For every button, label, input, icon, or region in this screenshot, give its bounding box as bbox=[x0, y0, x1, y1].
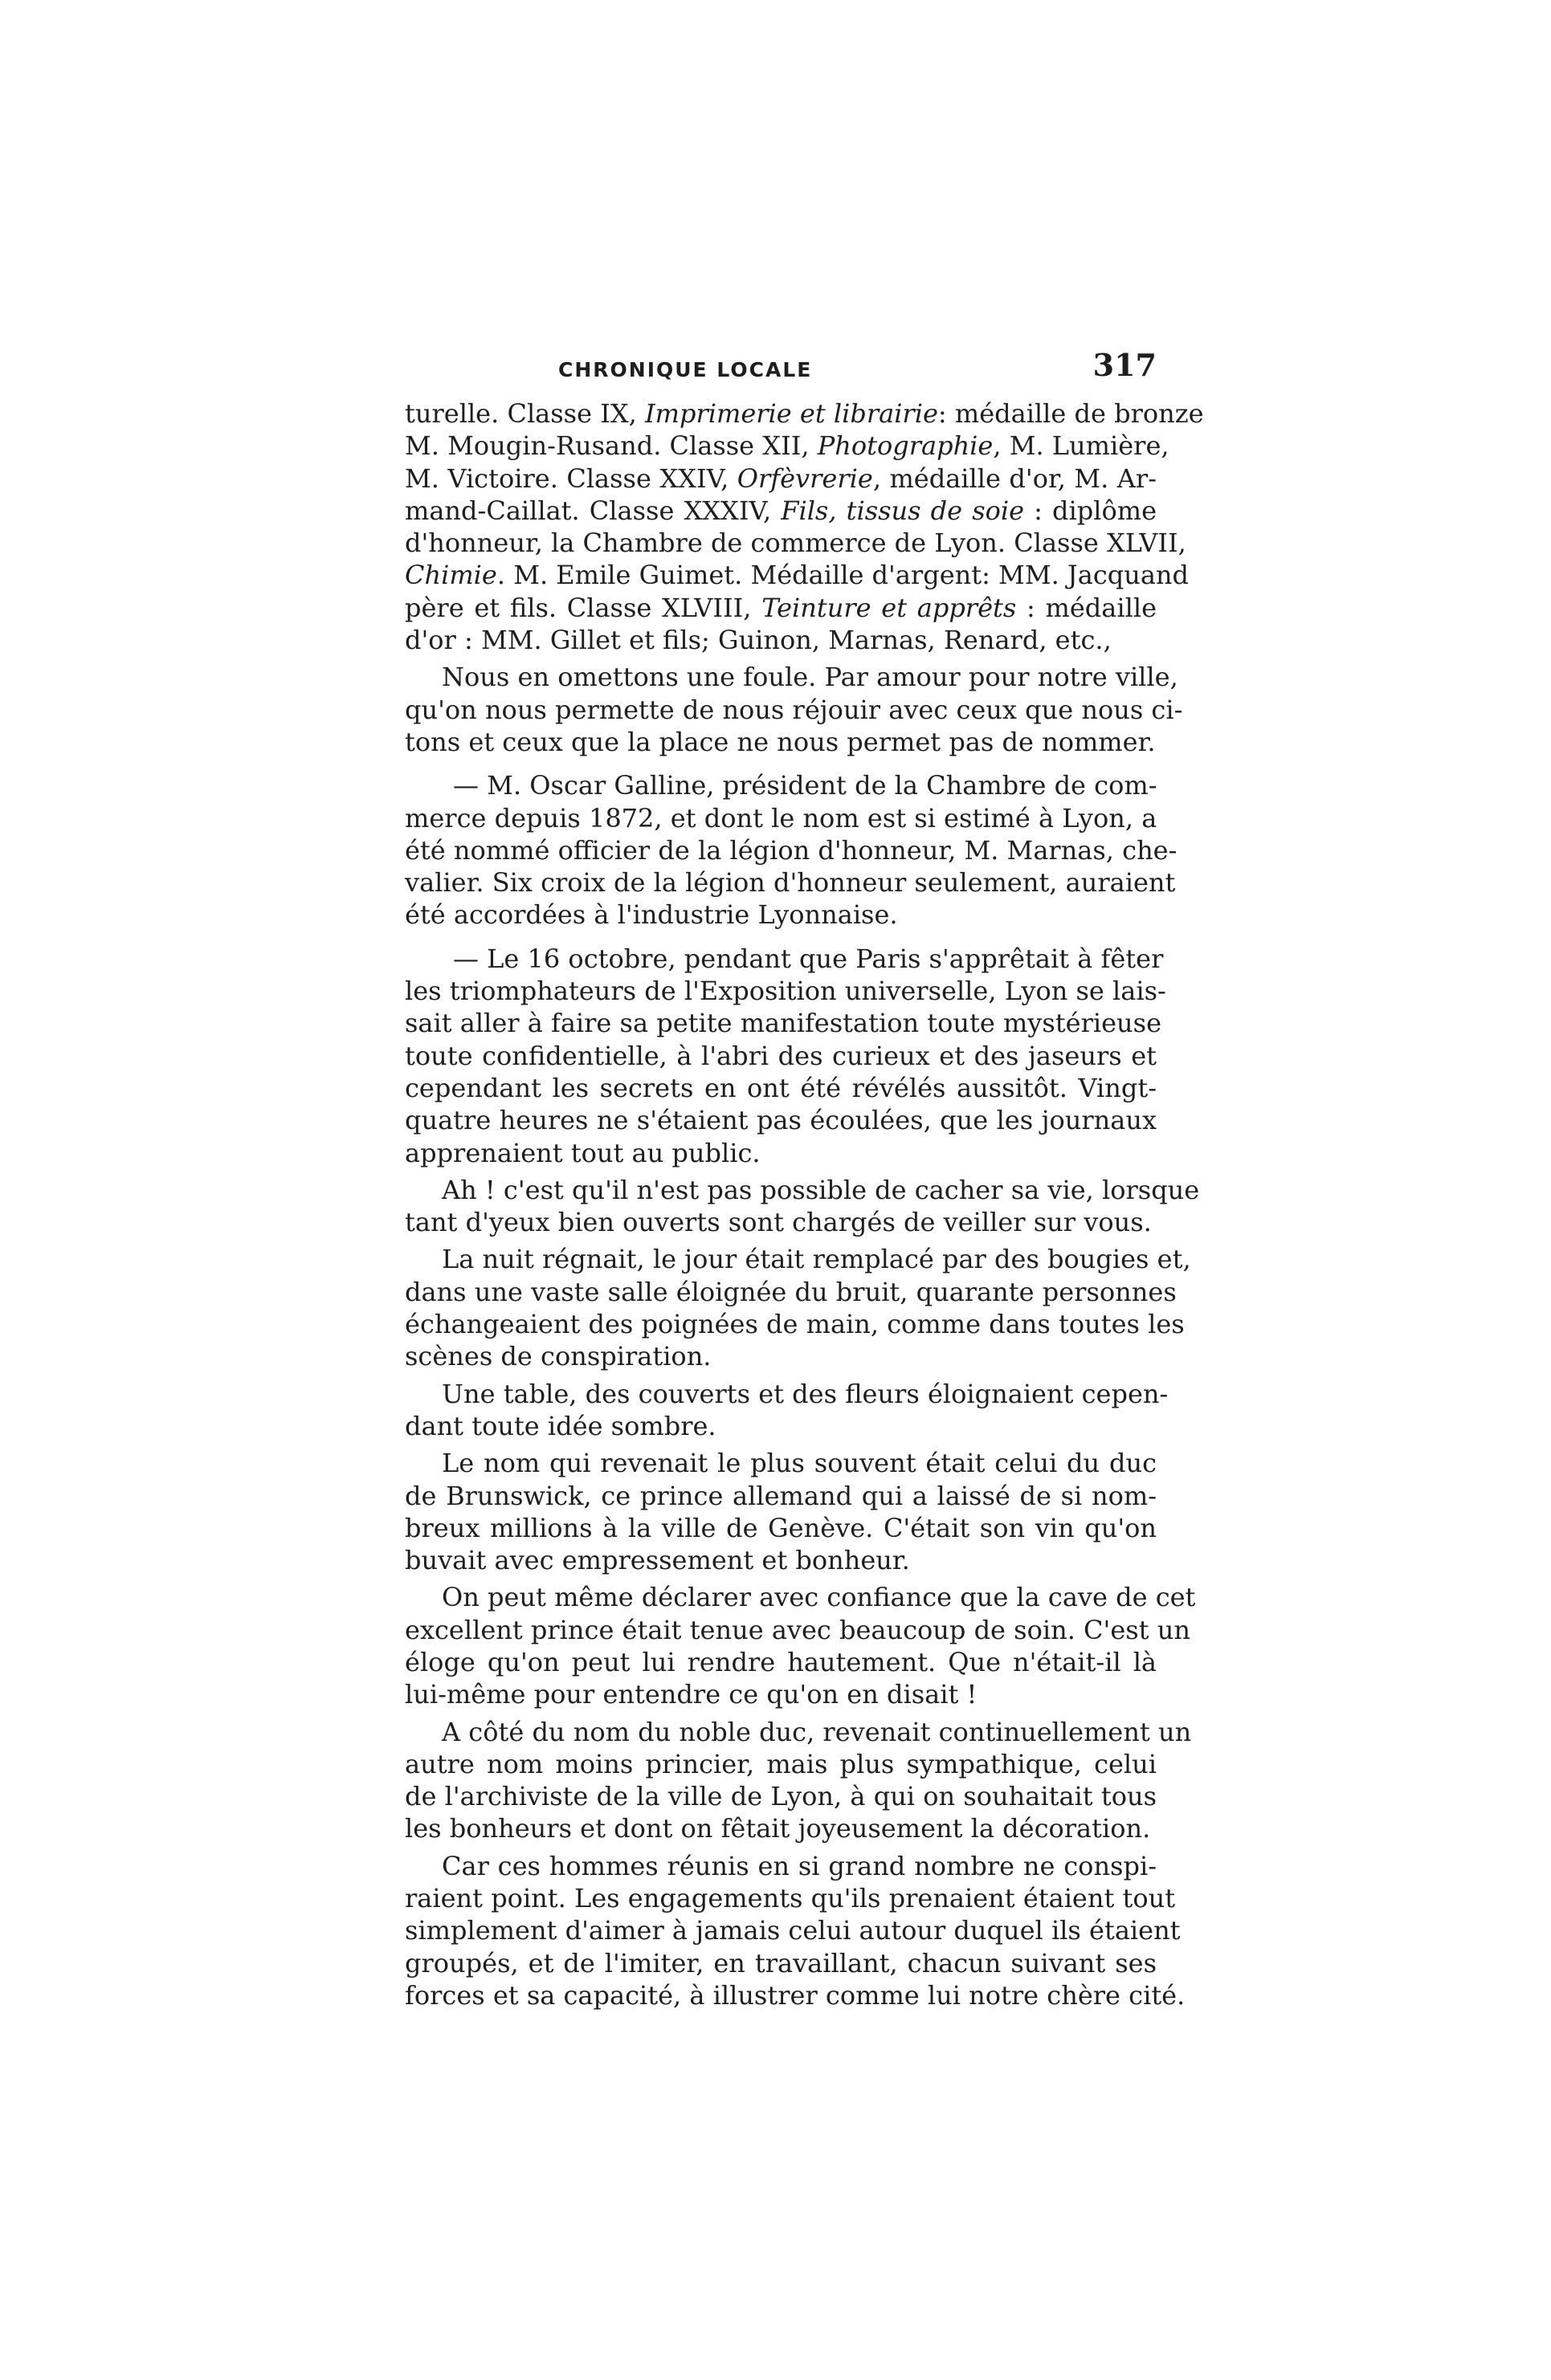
text-line: les triomphateurs de l'Exposition universelle, Lyon se lais- bbox=[405, 976, 1166, 1007]
text-line: raient point. Les engagements qu'ils prenaient étaient tout bbox=[405, 1883, 1176, 1914]
text-line: M. Victoire. Classe XXIV, Orfèvrerie, médaille d'or, M. Ar- bbox=[405, 463, 1157, 494]
text-line: d'or : MM. Gillet et fils; Guinon, Marnas, Renard, etc., bbox=[405, 625, 1112, 656]
text-line: excellent prince était tenue avec beaucoup de soin. C'est un bbox=[405, 1614, 1190, 1645]
paragraph bbox=[405, 397, 1204, 656]
paragraph bbox=[405, 943, 1166, 1169]
text-line: éloge qu'on peut lui rendre hautement. Que n'était-il là bbox=[405, 1646, 1157, 1677]
text-line: Chimie. M. Emile Guimet. Médaille d'argent: MM. Jacquand bbox=[405, 560, 1190, 591]
text-line: d'honneur, la Chambre de commerce de Lyon. Classe XLVII, bbox=[405, 528, 1186, 559]
paragraph-gap bbox=[405, 758, 1157, 769]
text-line: autre nom moins princier, mais plus sympathique, celui bbox=[405, 1748, 1157, 1779]
paragraph bbox=[405, 661, 1183, 758]
text-line: Nous en omettons une foule. Par amour pour notre ville, bbox=[442, 662, 1178, 693]
text-line: Ah ! c'est qu'il n'est pas possible de cacher sa vie, lorsque bbox=[442, 1174, 1200, 1205]
paragraph bbox=[405, 1378, 1169, 1443]
paragraph-gap bbox=[405, 931, 1157, 943]
body-text bbox=[405, 397, 1204, 2011]
text-line: échangeaient des poignées de main, comme dans toutes les bbox=[405, 1309, 1185, 1340]
text-line: Le nom qui revenait le plus souvent était celui du duc bbox=[442, 1448, 1157, 1479]
paragraph bbox=[405, 1581, 1196, 1710]
text-line: Car ces hommes réunis en si grand nombre ne conspi- bbox=[442, 1850, 1157, 1881]
text-line: qu'on nous permette de nous réjouir avec ceux que nous ci- bbox=[405, 694, 1183, 725]
text-line: été accordées à l'industrie Lyonnaise. bbox=[405, 899, 898, 931]
text-line: lui-même pour entendre ce qu'on en disait ! bbox=[405, 1679, 978, 1710]
text-line: Une table, des couverts et des fleurs éloignaient cepen- bbox=[442, 1378, 1169, 1409]
text-line: A côté du nom du noble duc, revenait continuellement un bbox=[442, 1716, 1192, 1747]
text-line: tons et ceux que la place ne nous permet pas de nommer. bbox=[405, 726, 1156, 757]
text-line: les bonheurs et dont on fêtait joyeusement la décoration. bbox=[405, 1813, 1151, 1844]
text-line: toute confidentielle, à l'abri des curieux et des jaseurs et bbox=[405, 1040, 1157, 1071]
text-line: merce depuis 1872, et dont le nom est si estimé à Lyon, a bbox=[405, 802, 1157, 833]
text-line: sait aller à faire sa petite manifestation toute mystérieuse bbox=[405, 1008, 1162, 1039]
paragraph bbox=[405, 1447, 1157, 1576]
running-head: CHRONIQUE LOCALE bbox=[558, 358, 813, 381]
page-number: 317 bbox=[1092, 347, 1157, 383]
text-line: mand-Caillat. Classe XXXIV, Fils, tissus de soie : diplôme bbox=[405, 495, 1157, 526]
text-line: — Le 16 octobre, pendant que Paris s'apprêtait à fêter bbox=[453, 943, 1164, 974]
text-line: de Brunswick, ce prince allemand qui a laissé de si nom- bbox=[405, 1480, 1157, 1511]
text-line: père et fils. Classe XLVIII, Teinture et apprêts : médaille bbox=[405, 592, 1157, 623]
text-line: de l'archiviste de la ville de Lyon, à qui on souhaitait tous bbox=[405, 1781, 1157, 1812]
paragraph bbox=[405, 1850, 1186, 2011]
text-line: forces et sa capacité, à illustrer comme lui notre chère cité. bbox=[405, 1979, 1186, 2011]
text-line: quatre heures ne s'étaient pas écoulées, que les journaux bbox=[405, 1105, 1157, 1136]
paragraph bbox=[405, 1243, 1191, 1372]
page-header bbox=[410, 347, 1157, 395]
paragraph bbox=[405, 769, 1178, 931]
text-line: tant d'yeux bien ouverts sont chargés de veiller sur vous. bbox=[405, 1207, 1152, 1238]
paragraph bbox=[405, 1174, 1200, 1239]
paragraph bbox=[405, 1716, 1192, 1845]
text-line: — M. Oscar Galline, président de la Chambre de com- bbox=[453, 770, 1157, 801]
text-line: dant toute idée sombre. bbox=[405, 1410, 716, 1441]
text-line: breux millions à la ville de Genève. C'était son vin qu'on bbox=[405, 1512, 1157, 1543]
text-line: valier. Six croix de la légion d'honneur seulement, auraient bbox=[405, 867, 1176, 899]
text-line: scènes de conspiration. bbox=[405, 1341, 712, 1372]
text-line: turelle. Classe IX, Imprimerie et librairie: médaille de bronze bbox=[405, 398, 1204, 429]
text-line: apprenaient tout au public. bbox=[405, 1137, 761, 1168]
text-line: simplement d'aimer à jamais celui autour duquel ils étaient bbox=[405, 1915, 1181, 1946]
text-line: M. Mougin-Rusand. Classe XII, Photographie, M. Lumière, bbox=[405, 430, 1169, 462]
text-line: cependant les secrets en ont été révélés aussitôt. Vingt- bbox=[405, 1072, 1157, 1103]
text-line: dans une vaste salle éloignée du bruit, quarante personnes bbox=[405, 1276, 1177, 1307]
text-line: On peut même déclarer avec confiance que la cave de cet bbox=[442, 1582, 1196, 1613]
text-line: été nommé officier de la légion d'honneur, M. Marnas, che- bbox=[405, 834, 1178, 866]
text-line: groupés, et de l'imiter, en travaillant, chacun suivant ses bbox=[405, 1947, 1157, 1979]
text-line: buvait avec empressement et bonheur. bbox=[405, 1545, 910, 1576]
text-line: La nuit régnait, le jour était remplacé par des bougies et, bbox=[442, 1244, 1191, 1275]
